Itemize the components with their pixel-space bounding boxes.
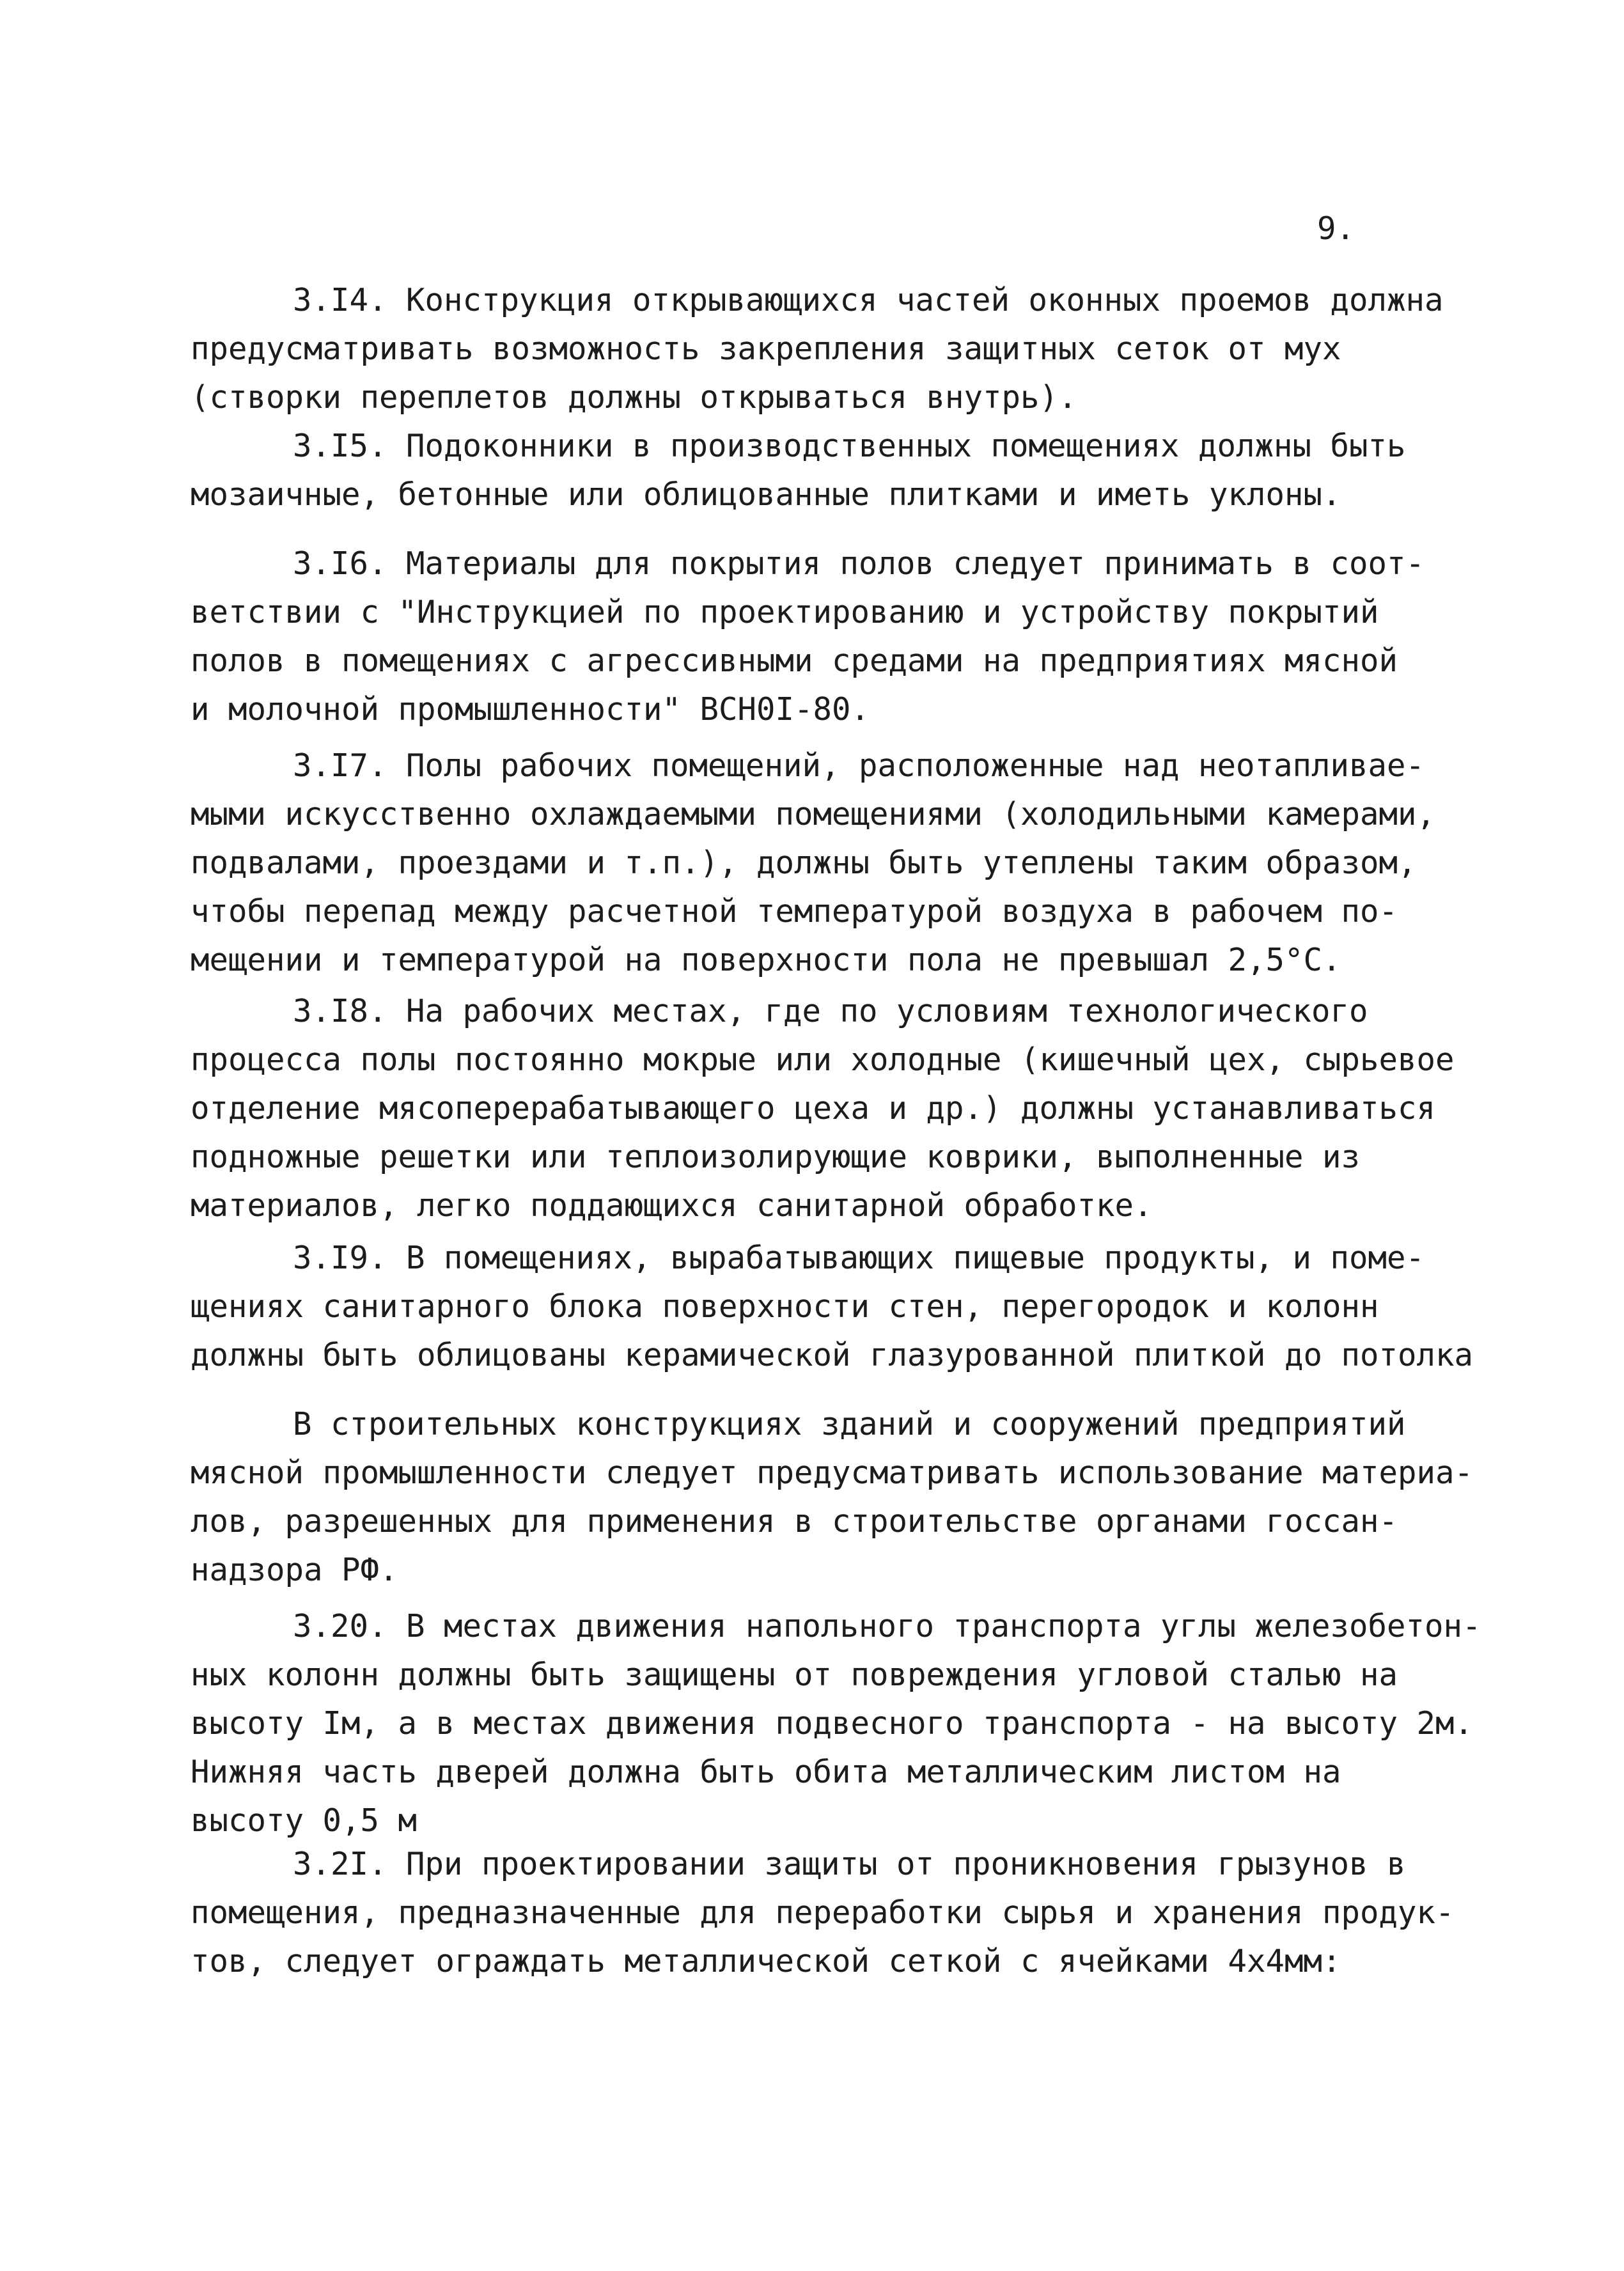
text-line: тов, следует ограждать металлической сеткой с ячейками 4х4мм:	[191, 1943, 1341, 1979]
text-line: мыми искусственно охлаждаемыми помещениями (холодильными камерами,	[191, 796, 1436, 832]
text-line: 3.I7. Полы рабочих помещений, расположенные над неотапливае-	[293, 747, 1425, 784]
text-line: 3.I4. Конструкция открывающихся частей оконных проемов должна	[293, 282, 1444, 318]
text-line: чтобы перепад между расчетной температурой воздуха в рабочем по-	[191, 893, 1398, 930]
text-line: отделение мясоперерабатывающего цеха и др.) должны устанавливаться	[191, 1090, 1436, 1127]
text-line: мясной промышленности следует предусматривать использование материа-	[191, 1455, 1474, 1491]
text-line: подвалами, проездами и т.п.), должны быть утеплены таким образом,	[191, 845, 1417, 881]
text-line: Нижняя часть дверей должна быть обита металлическим листом на	[191, 1754, 1341, 1790]
text-line: 3.I6. Материалы для покрытия полов следует принимать в соот-	[293, 545, 1425, 582]
text-line: ных колонн должны быть защищены от повреждения угловой сталью на	[191, 1657, 1398, 1693]
text-line: помещения, предназначенные для переработки сырья и хранения продук-	[191, 1894, 1455, 1931]
text-line: 3.20. В местах движения напольного транспорта углы железобетон-	[293, 1608, 1481, 1644]
text-line: высоту 0,5 м	[191, 1802, 418, 1839]
text-line: мещении и температурой на поверхности пола не превышал 2,5°С.	[191, 942, 1341, 978]
text-line: 3.I9. В помещениях, вырабатывающих пищевые продукты, и поме-	[293, 1240, 1425, 1276]
page-number: 9.	[1317, 210, 1355, 247]
text-line: полов в помещениях с агрессивными средами на предприятиях мясной	[191, 643, 1398, 679]
text-line: щениях санитарного блока поверхности стен, перегородок и колонн	[191, 1288, 1379, 1325]
text-line: 3.2I. При проектировании защиты от проникновения грызунов в	[293, 1846, 1406, 1882]
text-line: надзора РФ.	[191, 1552, 398, 1588]
text-line: и молочной промышленности" ВСН0I-80.	[191, 691, 870, 728]
text-line: (створки переплетов должны открываться внутрь).	[191, 379, 1077, 416]
text-line: должны быть облицованы керамической глазурованной плиткой до потолка	[191, 1337, 1474, 1373]
text-line: материалов, легко поддающихся санитарной обработке.	[191, 1187, 1153, 1224]
text-line: мозаичные, бетонные или облицованные плитками и иметь уклоны.	[191, 476, 1341, 513]
text-line: высоту Iм, а в местах движения подвесного транспорта - на высоту 2м.	[191, 1705, 1474, 1742]
text-line: процесса полы постоянно мокрые или холодные (кишечный цех, сырьевое	[191, 1042, 1455, 1078]
text-line: В строительных конструкциях зданий и сооружений предприятий	[293, 1406, 1406, 1442]
text-line: лов, разрешенных для применения в строительстве органами госсан-	[191, 1503, 1398, 1540]
text-line: подножные решетки или теплоизолирующие коврики, выполненные из	[191, 1139, 1361, 1175]
text-line: 3.I8. На рабочих местах, где по условиям технологического	[293, 993, 1368, 1029]
text-line: 3.I5. Подоконники в производственных помещениях должны быть	[293, 428, 1406, 464]
text-line: ветствии с "Инструкцией по проектированию и устройству покрытий	[191, 594, 1379, 630]
text-line: предусматривать возможность закрепления защитных сеток от мух	[191, 331, 1341, 367]
